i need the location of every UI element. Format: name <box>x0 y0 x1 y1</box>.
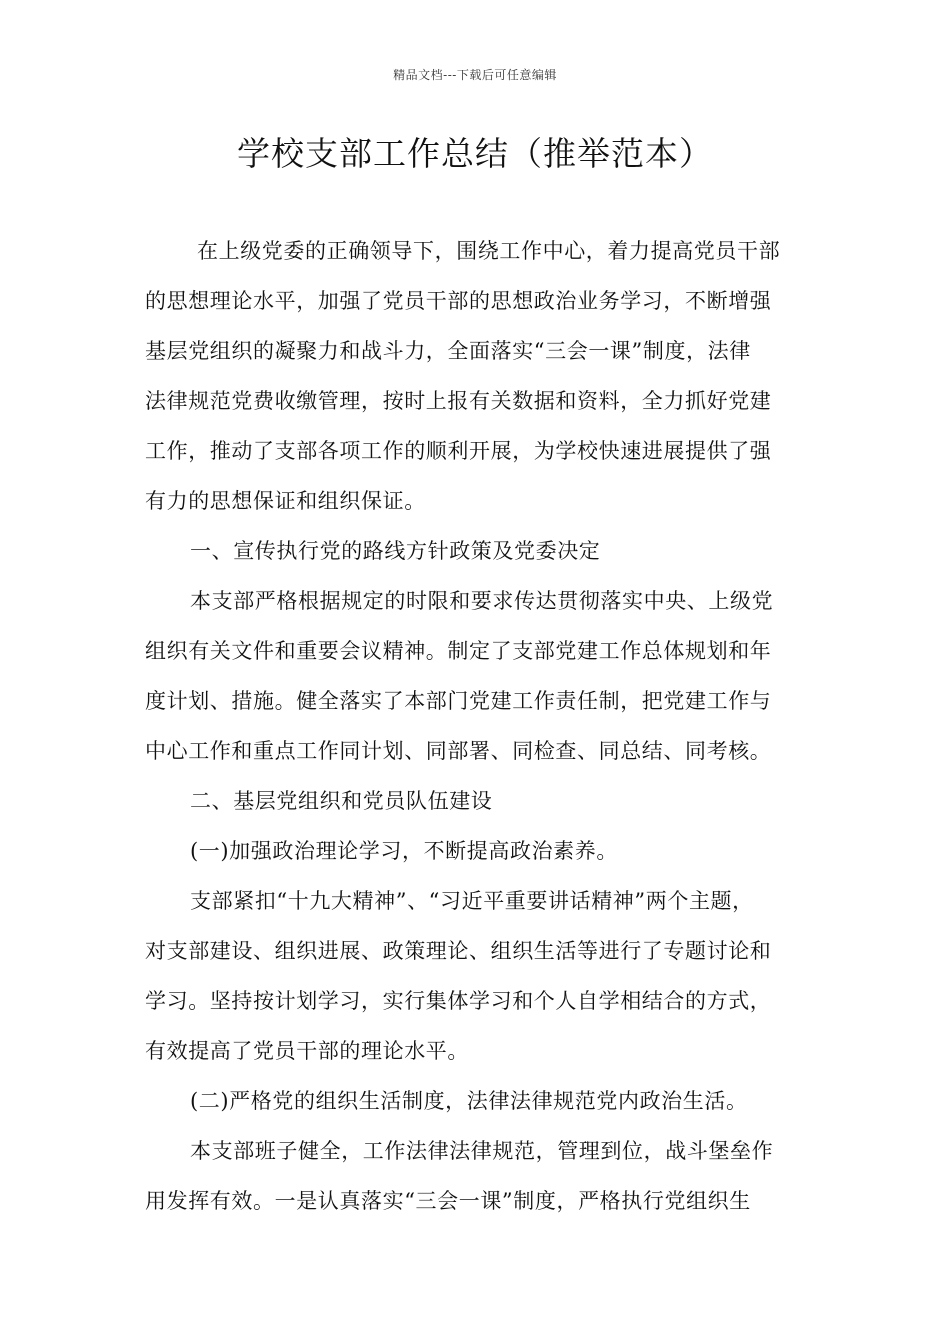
paragraph-line: 的思想理论水平，加强了党员干部的思想政治业务学习，不断增强 <box>145 289 772 313</box>
paragraph-line: 支部紧扣“十九大精神”、“习近平重要讲话精神”两个主题， <box>190 889 754 913</box>
header-note: 精品文档---下载后可任意编辑 <box>393 68 557 82</box>
paragraph-line: 学习。坚持按计划学习，实行集体学习和个人自学相结合的方式， <box>145 989 772 1013</box>
paragraph-line: 对支部建设、组织进展、政策理论、组织生活等进行了专题讨论和 <box>145 939 772 963</box>
paragraph-line: 在上级党委的正确领导下，围绕工作中心，着力提高党员干部 <box>197 239 781 263</box>
paragraph-line: 有效提高了党员干部的理论水平。 <box>145 1039 469 1063</box>
paragraph-line: 组织有关文件和重要会议精神。制定了支部党建工作总体规划和年 <box>145 639 772 663</box>
paragraph-line: 本支部严格根据规定的时限和要求传达贯彻落实中央、上级党 <box>190 589 774 613</box>
document-title: 学校支部工作总结（推举范本） <box>237 134 713 173</box>
paragraph-line: 度计划、措施。健全落实了本部门党建工作责任制，把党建工作与 <box>145 689 772 713</box>
paragraph-line: 本支部班子健全，工作法律法律规范，管理到位，战斗堡垒作 <box>190 1139 774 1163</box>
paragraph-line: 有力的思想保证和组织保证。 <box>145 489 426 513</box>
paragraph-line: 工作，推动了支部各项工作的顺利开展，为学校快速进展提供了强 <box>145 439 772 463</box>
section-heading: 一、宣传执行党的路线方针政策及党委决定 <box>190 539 601 563</box>
document-body <box>145 226 825 1226</box>
paragraph-line: 用发挥有效。一是认真落实“三会一课”制度，严格执行党组织生 <box>145 1189 751 1213</box>
section-heading: 二、基层党组织和党员队伍建设 <box>190 789 493 813</box>
subsection-heading: (一)加强政治理论学习，不断提高政治素养。 <box>190 839 618 863</box>
paragraph-line: 中心工作和重点工作同计划、同部署、同检查、同总结、同考核。 <box>145 739 772 763</box>
subsection-heading: (二)严格党的组织生活制度，法律法律规范党内政治生活。 <box>190 1089 748 1113</box>
paragraph-line: 基层党组织的凝聚力和战斗力，全面落实“三会一课”制度，法律 <box>145 339 751 363</box>
paragraph-line: 法律规范党费收缴管理，按时上报有关数据和资料，全力抓好党建 <box>145 389 772 413</box>
